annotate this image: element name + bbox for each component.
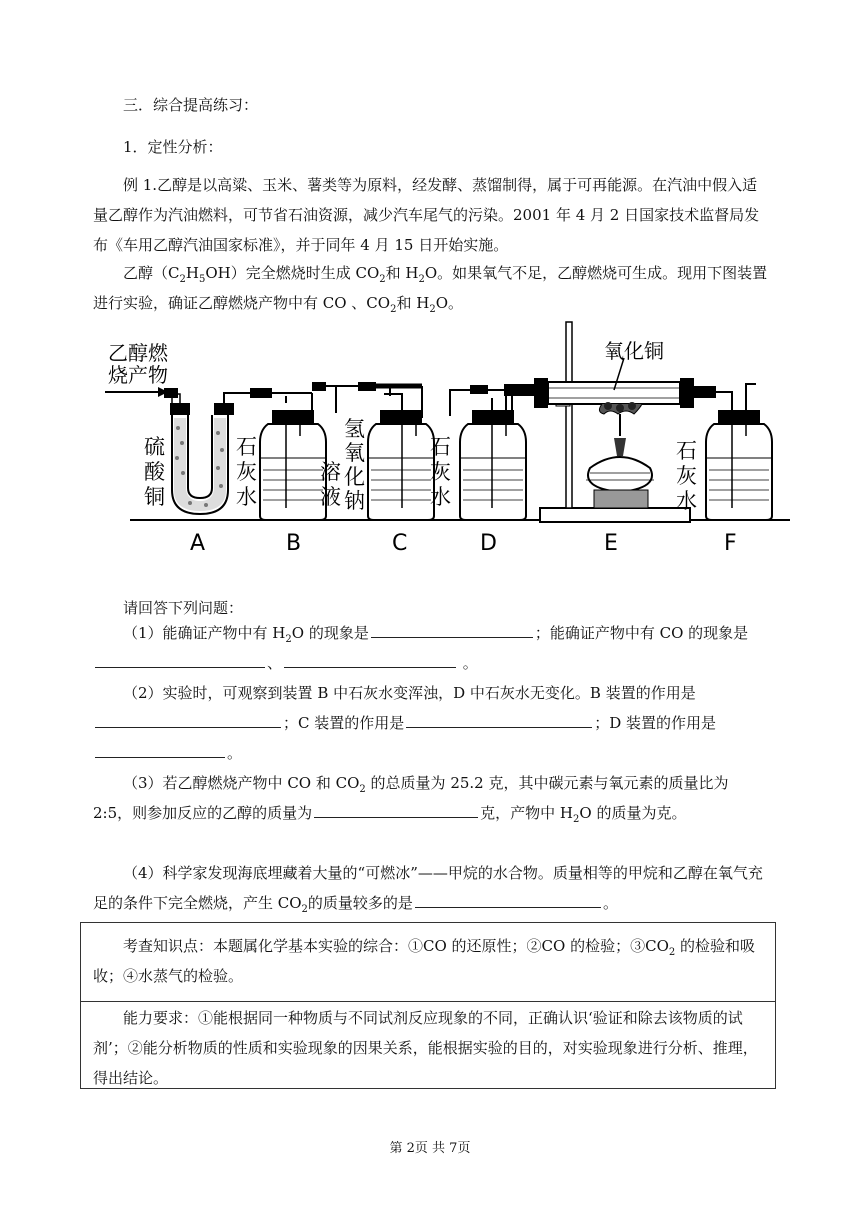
u-tube-label-3: 铜 — [144, 485, 165, 509]
inlet-label-2: 烧产物 — [108, 363, 168, 387]
letter-a: A — [190, 531, 206, 556]
d-label-1: 石 — [430, 435, 451, 459]
ability-box — [80, 1001, 776, 1089]
question-3: （3）若乙醇燃烧产物中 CO 和 $CO_2$ 的总质量为 25.2 克，其中碳元素与氧元素的质量比为 2:5，则参加反应的乙醇的质量为 克，产物中 $H_2O$ 的质量为克。 — [93, 774, 729, 825]
naoh-label-1a: 溶 — [320, 460, 341, 484]
d-label-2: 灰 — [430, 460, 451, 484]
q1-blank-3[interactable] — [284, 651, 456, 668]
bottle-b — [260, 410, 326, 520]
q3-blank-1[interactable] — [314, 801, 478, 818]
page-footer: 第 2页 共 7页 — [389, 1141, 471, 1156]
copper-oxide-label: 氧化铜 — [604, 339, 664, 363]
q2-blank-1[interactable] — [95, 711, 281, 728]
letter-d: D — [480, 531, 497, 556]
u-tube-label-2: 酸 — [144, 460, 165, 484]
q1-blank-2[interactable] — [95, 651, 265, 668]
naoh-label-2b: 氧 — [344, 441, 365, 465]
knowledge-box — [80, 922, 776, 1002]
question-1: （1）能确证产物中有 $H_2O$ 的现象是 ；能确证产物中有 CO 的现象是、 。 — [93, 618, 770, 678]
b-label-2: 灰 — [236, 460, 257, 484]
naoh-label-2c: 化 — [344, 465, 365, 489]
f-label-2: 灰 — [676, 464, 697, 488]
f-label-1: 石 — [676, 439, 697, 463]
letter-b: B — [286, 531, 302, 556]
example-paragraph-2: 乙醇$(C_2H_5OH)$完全燃烧时生成 $CO_2$和 $H_2O$。如果氧气不足，乙醇燃烧可生成。现用下图装置进行实验，确证乙醇燃烧产物中有 CO 、$CO_2$和 $H_2O$。 — [93, 264, 768, 315]
naoh-label-1b: 液 — [320, 485, 341, 509]
questions-intro: 请回答下列问题： — [123, 599, 244, 617]
naoh-label-2a: 氢 — [344, 417, 365, 441]
u-tube-label-1: 硫 — [144, 435, 165, 459]
bottle-d — [460, 390, 536, 520]
q2-blank-2[interactable] — [406, 711, 592, 728]
apparatus-diagram — [100, 318, 800, 560]
q4-blank-1[interactable] — [415, 891, 601, 908]
b-label-3: 水 — [236, 485, 257, 509]
q2-blank-3[interactable] — [95, 741, 225, 758]
f-label-3: 水 — [676, 489, 697, 513]
bottle-f — [694, 384, 772, 520]
d-label-3: 水 — [430, 485, 451, 509]
naoh-label-2d: 钠 — [344, 489, 365, 513]
section-title: 三．综合提高练习： — [123, 96, 259, 114]
question-2: （2）实验时，可观察到装置 B 中石灰水变浑浊，D 中石灰水无变化。B 装置的作用是；C 装置的作用是 ；D 装置的作用是。 — [93, 678, 770, 768]
bottle-c — [368, 410, 434, 520]
subsection-title: 1．定性分析： — [123, 138, 223, 156]
q1-blank-1[interactable] — [371, 621, 533, 638]
b-label-1: 石 — [236, 435, 257, 459]
letter-f: F — [724, 531, 737, 556]
example-paragraph-1: 例 1.乙醇是以高粱、玉米、薯类等为原料，经发酵、蒸馏制得，属于可再能源。在汽油中假入适量乙醇作为汽油燃料，可节省石油资源，减少汽车尾气的污染。2001 年 4 月 2 日国家技术监督局发布《车用乙醇汽油国家标准》，并于同年 4 月 15 日开始实施。 — [93, 176, 760, 254]
letter-c: C — [392, 531, 408, 556]
inlet-label-1: 乙醇燃 — [108, 341, 168, 365]
knowledge-text: 考查知识点：本题属化学基本实验的综合：①CO 的还原性；②CO 的检验；$③CO_2$ 的检验和吸收；④水蒸气的检验。 — [93, 937, 756, 985]
letter-e: E — [604, 531, 618, 556]
question-4: （4）科学家发现海底埋藏着大量的“可燃冰”——甲烷的水合物。质量相等的甲烷和乙醇在氧气充足的条件下完全燃烧，产生 $CO_2$的质量较多的是 。 — [93, 864, 763, 915]
ability-text: 能力要求：①能根据同一种物质与不同试剂反应现象的不同，正确认识‘验证和除去该物质的试剂’；②能分析物质的性质和实验现象的因果关系，能根据实验的目的，对实验现象进行分析、推理，得出结论。 — [93, 1009, 758, 1087]
